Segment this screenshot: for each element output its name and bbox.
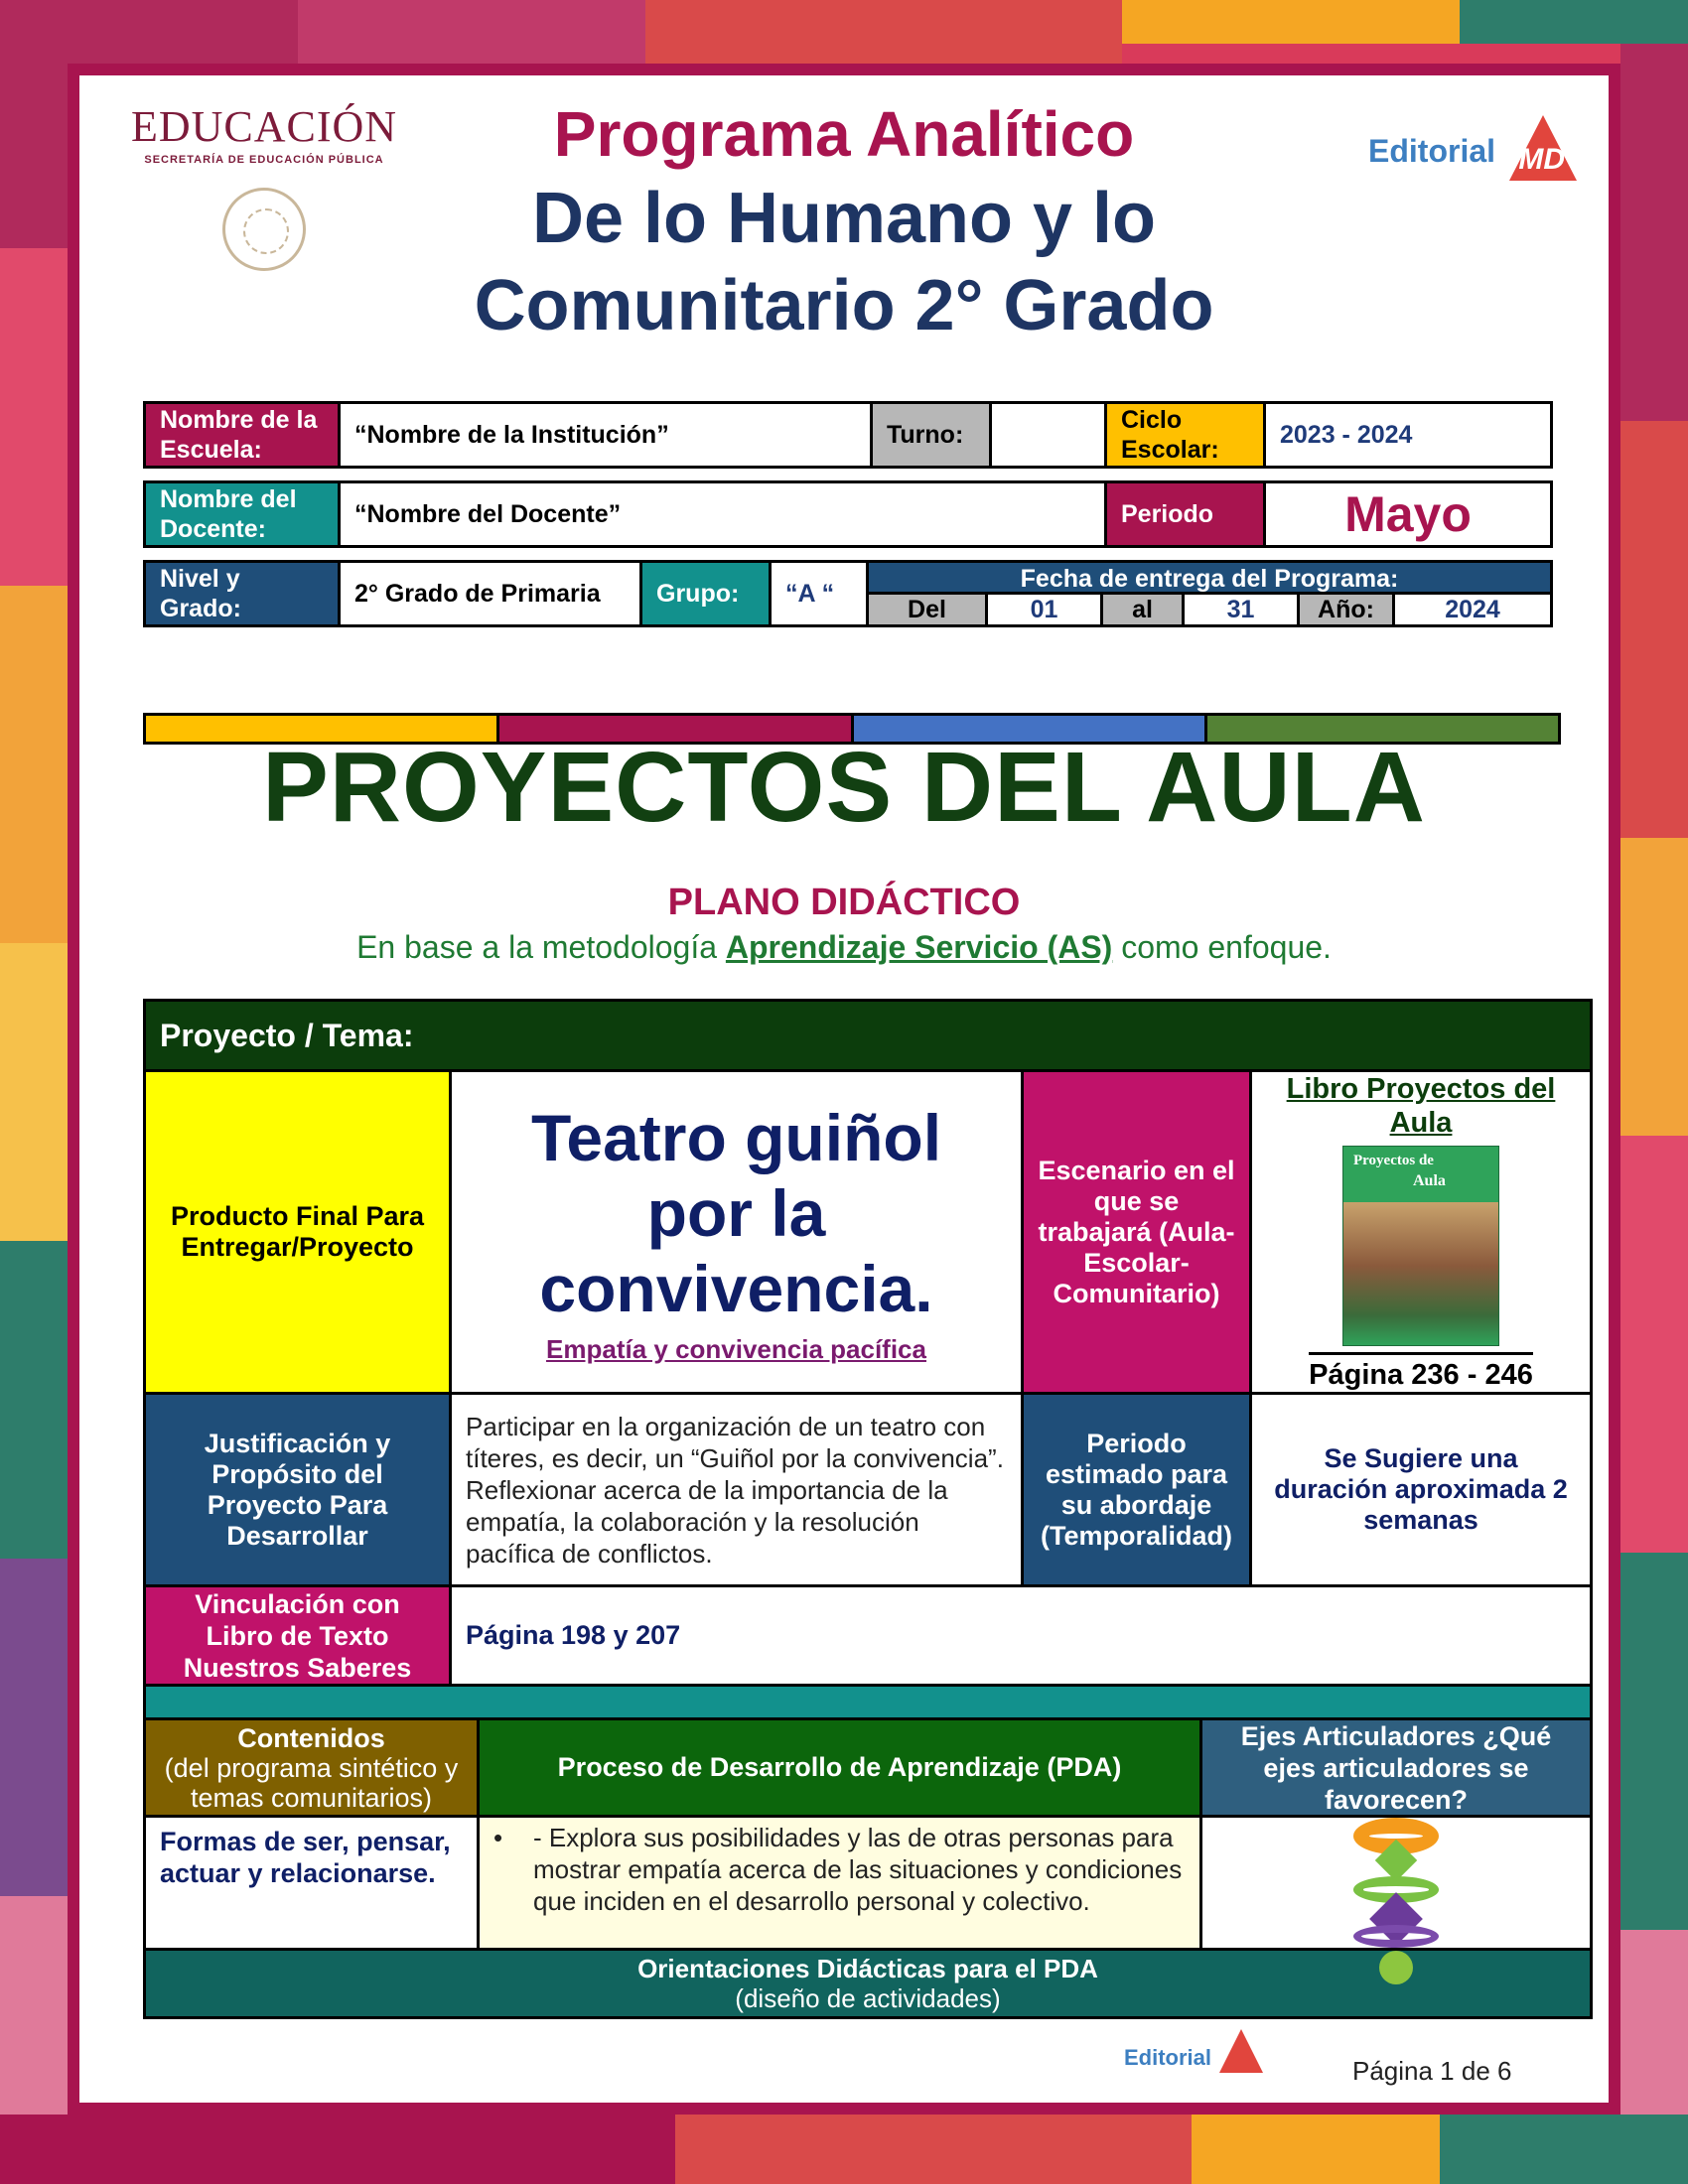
separator-band (146, 1687, 1590, 1720)
contents-header: Contenidos (del programa sintético y temas comunitarios) (146, 1720, 480, 1815)
bg-tile (0, 1241, 68, 1559)
textbook-label: Vinculación con Libro de Texto Nuestros Saberes (146, 1587, 452, 1684)
al-label: al (1103, 595, 1185, 624)
page-content (79, 75, 1609, 2103)
project-row-product (146, 1069, 1590, 1395)
publisher-text: Editorial (1368, 133, 1496, 169)
project-row-justification (146, 1395, 1590, 1587)
bg-tile (298, 0, 645, 64)
ciclo-label: Ciclo Escolar: (1107, 404, 1266, 466)
bg-tile (1620, 1553, 1688, 1930)
bg-tile (0, 586, 68, 943)
page-title: Programa Analítico (553, 98, 1135, 170)
anio-label: Año: (1300, 595, 1395, 624)
info-row-teacher (143, 480, 1553, 548)
book-cover-image: Proyectos de Aula (1342, 1146, 1499, 1346)
axis-life-icon (1353, 1925, 1439, 1948)
bg-tile (645, 0, 1122, 64)
delivery-date (869, 563, 1550, 624)
product-subtitle: Empatía y convivencia pacífica (546, 1333, 926, 1364)
orientations-header: Orientaciones Didácticas para el PDA (diseño de actividades) (146, 1951, 1590, 2016)
bg-tile (1192, 2115, 1440, 2184)
delivery-date-header: Fecha de entrega del Programa: (869, 563, 1550, 595)
textbook-value: Página 198 y 207 (452, 1587, 1590, 1684)
bg-tile (1122, 0, 1460, 44)
school-label: Nombre de la Escuela: (146, 404, 341, 466)
turno-value (992, 404, 1107, 466)
bg-tile (1460, 0, 1688, 44)
teacher-value: “Nombre del Docente” (341, 483, 1107, 545)
methodology-link: Aprendizaje Servicio (AS) (725, 929, 1113, 965)
bg-tile (1620, 1136, 1688, 1553)
al-value: 31 (1185, 595, 1300, 624)
anio-value: 2024 (1445, 595, 1500, 623)
project-table (143, 999, 1593, 2019)
pda-header: Proceso de Desarrollo de Aprendizaje (PDA) (480, 1720, 1202, 1815)
axis-inclusion-icon (1353, 1818, 1439, 1854)
del-value: 01 (988, 595, 1103, 624)
product-label: Producto Final Para Entregar/Proyecto (146, 1072, 452, 1392)
period-value: Se Sugiere una duración aproximada 2 semanas (1252, 1395, 1590, 1584)
bg-tile (1620, 421, 1688, 838)
product-title: Teatro guiñol por la convivencia. (530, 1100, 942, 1325)
page-subtitle: De lo Humano y lo Comunitario 2° Grado (474, 179, 1214, 345)
document-page (68, 64, 1620, 2115)
justification-label: Justificación y Propósito del Proyecto Para Desarrollar (146, 1395, 452, 1584)
book-pages: Página 236 - 246 (1309, 1352, 1533, 1392)
bg-tile (1620, 838, 1688, 1136)
project-row-textbook (146, 1587, 1590, 1687)
school-value: “Nombre de la Institución” (341, 404, 873, 466)
contents-value: Formas de ser, pensar, actuar y relacionarse. (146, 1818, 480, 1948)
bullet: • (493, 1823, 503, 1852)
group-label: Grupo: (642, 563, 772, 624)
book-cell (1252, 1072, 1590, 1392)
axes-header: Ejes Articuladores ¿Qué ejes articuladores se favorecen? (1202, 1720, 1590, 1815)
info-table (143, 401, 1553, 639)
level-label: Nivel y Grado: (146, 563, 341, 624)
bg-tile (0, 2115, 675, 2184)
plano-heading: PLANO DIDÁCTICO (667, 882, 1021, 923)
pda-value: • - Explora sus posibilidades y las de otras personas para mostrar empatía acerca de las situaciones y condiciones que inciden en el desarrollo personal y colectivo. (480, 1818, 1202, 1948)
page-number: Página 1 de 6 (1352, 2056, 1512, 2086)
axes-icons (1202, 1818, 1590, 1948)
scenario-label: Escenario en el que se trabajará (Aula-Escolar-Comunitario) (1024, 1072, 1252, 1392)
section-title: PROYECTOS DEL AULA (262, 732, 1426, 843)
project-row-columns (146, 1720, 1590, 1818)
info-row-school (143, 401, 1553, 469)
product-cell (452, 1072, 1024, 1392)
ciclo-value: 2023 - 2024 (1266, 404, 1550, 466)
axis-interculturality-icon (1353, 1876, 1439, 1903)
bg-tile (675, 2115, 1192, 2184)
justification-text: Participar en la organización de un teatro con títeres, es decir, un “Guiñol por la convivencia”. Reflexionar acerca de la importancia de la empatía, la colaboración y la resolución pacífica de conflictos. (452, 1395, 1024, 1584)
methodology-line: En base a la metodología Aprendizaje Servicio (AS) como enfoque. (356, 929, 1332, 965)
period-label: Periodo estimado para su abordaje (Temporalidad) (1024, 1395, 1252, 1584)
turno-label: Turno: (873, 404, 992, 466)
group-value: “A “ (772, 563, 869, 624)
bg-tile (0, 1559, 68, 1896)
footer-editorial-logo: Editorial (1124, 2025, 1263, 2081)
footer-triangle-icon (1219, 2029, 1263, 2073)
bg-tile (0, 943, 68, 1241)
sep-logo: EDUCACIÓN SECRETARÍA DE EDUCACIÓN PÚBLICA (115, 101, 413, 271)
bg-tile (0, 248, 68, 586)
book-title: Libro Proyectos del Aula (1286, 1073, 1556, 1139)
del-label: Del (869, 595, 988, 624)
bg-tile (1620, 44, 1688, 421)
periodo-value: Mayo (1266, 483, 1550, 545)
level-value: 2° Grado de Primaria (341, 563, 642, 624)
publisher-mark: MD (1518, 143, 1565, 176)
periodo-label: Periodo (1107, 483, 1266, 545)
info-row-level (143, 560, 1553, 627)
project-row-content (146, 1818, 1590, 1951)
teacher-label: Nombre del Docente: (146, 483, 341, 545)
project-header: Proyecto / Tema: (146, 1002, 1590, 1069)
bg-tile (1440, 2115, 1688, 2184)
